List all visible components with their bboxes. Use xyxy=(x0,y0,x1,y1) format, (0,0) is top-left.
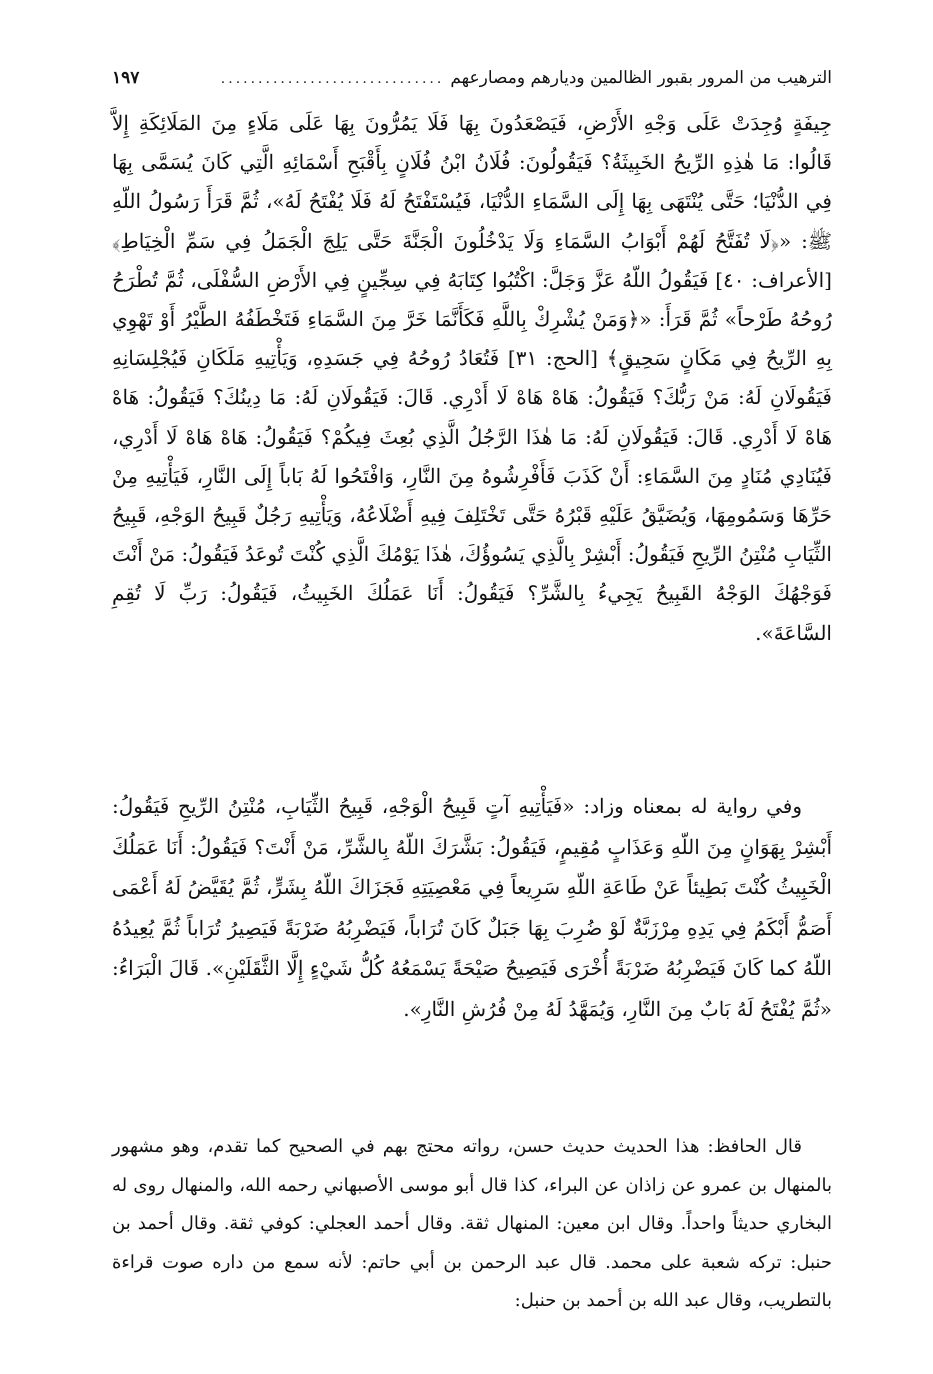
hadith-paragraph: جِيفَةٍ وُجِدَتْ عَلَى وَجْهِ الأَرْضِ، فَيَصْعَدُونَ بِهَا فَلَا يَمُرُّونَ بِهَا عَلَى مَلَاءٍ مِنَ المَلَائِكَةِ إِلاَّ قَالُوا: مَا هٰذِهِ الرِّيحُ الخَبِيثَةُ؟ فَيَقُولُونَ: فُلَانُ ابْنُ فُلَانٍ بِأَقْبَحِ أَسْمَائِهِ الَّتِي كَانَ يُسَمَّى بِهَا فِي الدُّنْيَا؛ حَتَّى يُنْتَهَى بِهَا إِلَى السَّمَاءِ الدُّنْيَا، فَيُسْتَفْتَحُ لَهُ فَلَا يُفْتَحُ لَهُ»، ثُمَّ قَرَأَ رَسُولُ اللّهِ ﷺ: «﴿لَا تُفَتَّحُ لَهُمْ أَبْوَابُ السَّمَاءِ وَلَا يَدْخُلُونَ الْجَنَّةَ حَتَّى يَلِجَ الْجَمَلُ فِي سَمِّ الْخِيَاطِ﴾ [الأعراف: ٤٠] فَيَقُولُ اللّهُ عَزَّ وَجَلَّ: اكْتُبُوا كِتَابَهُ فِي سِجِّينٍ فِي الأَرْضِ السُّفْلَى، ثُمَّ تُطْرَحُ رُوحُهُ طَرْحاً» ثُمَّ قَرَأَ: «﴿وَمَنْ يُشْرِكْ بِاللَّهِ فَكَأَنَّمَا خَرَّ مِنَ السَّمَاءِ فَتَخْطَفُهُ الطَّيْرُ أَوْ تَهْوِي بِهِ الرِّيحُ فِي مَكَانٍ سَحِيقٍ﴾ [الحج: ٣١] فَتُعَادُ رُوحُهُ فِي جَسَدِهِ، وَيَأْتِيهِ مَلَكَانِ فَيُجْلِسَانِهِ فَيَقُولَانِ لَهُ: مَنْ رَبُّكَ؟ فَيَقُولُ: هَاهْ هَاهْ لَا أَدْرِي. قَالَ: فَيَقُولَانِ لَهُ: مَا دِينُكَ؟ فَيَقُولُ: هَاهْ هَاهْ لَا أَدْرِي. قَالَ: فَيَقُولَانِ لَهُ: مَا هٰذَا الرَّجُلُ الَّذِي بُعِثَ فِيكُمْ؟ فَيَقُولُ: هَاهْ هَاهْ لَا أَدْرِي، فَيُنَادِي مُنَادٍ مِنَ السَّمَاءِ: أَنْ كَذَبَ فَأَفْرِشُوهُ مِنَ النَّارِ، وَافْتَحُوا لَهُ بَاباً إِلَى النَّارِ، فَيَأْتِيهِ مِنْ حَرِّهَا وَسَمُومِهَا، وَيُضَيَّقُ عَلَيْهِ قَبْرُهُ حَتَّى تَخْتَلِفَ فِيهِ أَضْلَاعُهُ، وَيَأْتِيهِ رَجُلٌ قَبِيحُ الوَجْهِ، قَبِيحُ الثِّيَابِ مُنْتِنُ الرِّيحِ فَيَقُولُ: أَبْشِرْ بِالَّذِي يَسُوؤُكَ، هٰذَا يَوْمُكَ الَّذِي كُنْتَ تُوعَدُ فَيَقُولُ: مَنْ أَنْتَ فَوَجْهُكَ الوَجْهُ القَبِيحُ يَجِيءُ بِالشَّرِّ؟ فَيَقُولُ: أَنَا عَمَلُكَ الخَبِيثُ، فَيَقُولُ: رَبِّ لَا تُقِمِ السَّاعَةَ». xyxy=(112,111,832,645)
leader-dots: .............................. xyxy=(220,71,445,87)
hadith-section xyxy=(112,104,832,746)
variant-narration-paragraph: وفي رواية له بمعناه وزاد: «فَيَأْتِيهِ آتٍ قَبِيحُ الْوَجْهِ، قَبِيحُ الثِّيَابِ، مُنْتِنُ الرِّيحِ فَيَقُولُ: أَبْشِرْ بِهَوَانٍ مِنَ اللّهِ وَعَذَابٍ مُقِيمٍ، فَيَقُولُ: بَشَّرَكَ اللّهُ بِالشَّرِّ، مَنْ أَنْتَ؟ فَيَقُولُ: أَنَا عَمَلُكَ الْخَبِيثُ كُنْتَ بَطِيئاً عَنْ طَاعَةِ اللّهِ سَرِيعاً فِي مَعْصِيَتِهِ فَجَزَاكَ اللّهُ بِشَرٍّ، ثُمَّ يُقَيَّضُ لَهُ أَعْمَى أَصَمُّ أَبْكَمُ فِي يَدِهِ مِرْزَبَّةٌ لَوْ ضُرِبَ بِهَا جَبَلٌ كَانَ تُرَاباً، فَيَضْرِبُهُ ضَرْبَةً فَيَصِيرُ تُرَاباً ثُمَّ يُعِيدُهُ اللّهُ كما كَانَ فَيَضْرِبُهُ ضَرْبَةً أُخْرَى فَيَصِيحُ صَيْحَةً يَسْمَعُهُ كُلُّ شَيْءٍ إِلَّا الثَّقَلَيْنِ». قَالَ الْبَرَاءُ: «ثُمَّ يُفْتَحُ لَهُ بَابٌ مِنَ النَّارِ، وَيُمَهَّدُ لَهُ مِنْ فُرُشِ النَّارِ». xyxy=(112,794,832,1021)
running-header xyxy=(112,68,832,98)
book-page xyxy=(112,68,832,1348)
variant-narration-section xyxy=(112,786,832,1076)
page-number: ١٩٧ xyxy=(112,68,140,88)
commentary-paragraph: قال الحافظ: هذا الحديث حديث حسن، رواته محتج بهم في الصحيح كما تقدم، وهو مشهور بالمنهال بن عمرو عن زاذان عن البراء، كذا قال أبو موسى الأصبهاني رحمه الله، والمنهال روى له البخاري حديثاً واحداً. وقال ابن معين: المنهال ثقة. وقال أحمد العجلي: كوفي ثقة. وقال أحمد بن حنبل: تركه شعبة على محمد. قال عبد الرحمن بن أبي حاتم: لأنه سمع من داره صوت قراءة بالتطريب، وقال عبد الله بن أحمد بن حنبل: xyxy=(112,1136,832,1311)
chapter-title: الترهيب من المرور بقبور الظالمين وديارهم ومصارعهم xyxy=(450,68,832,88)
commentary-section xyxy=(112,1128,832,1321)
